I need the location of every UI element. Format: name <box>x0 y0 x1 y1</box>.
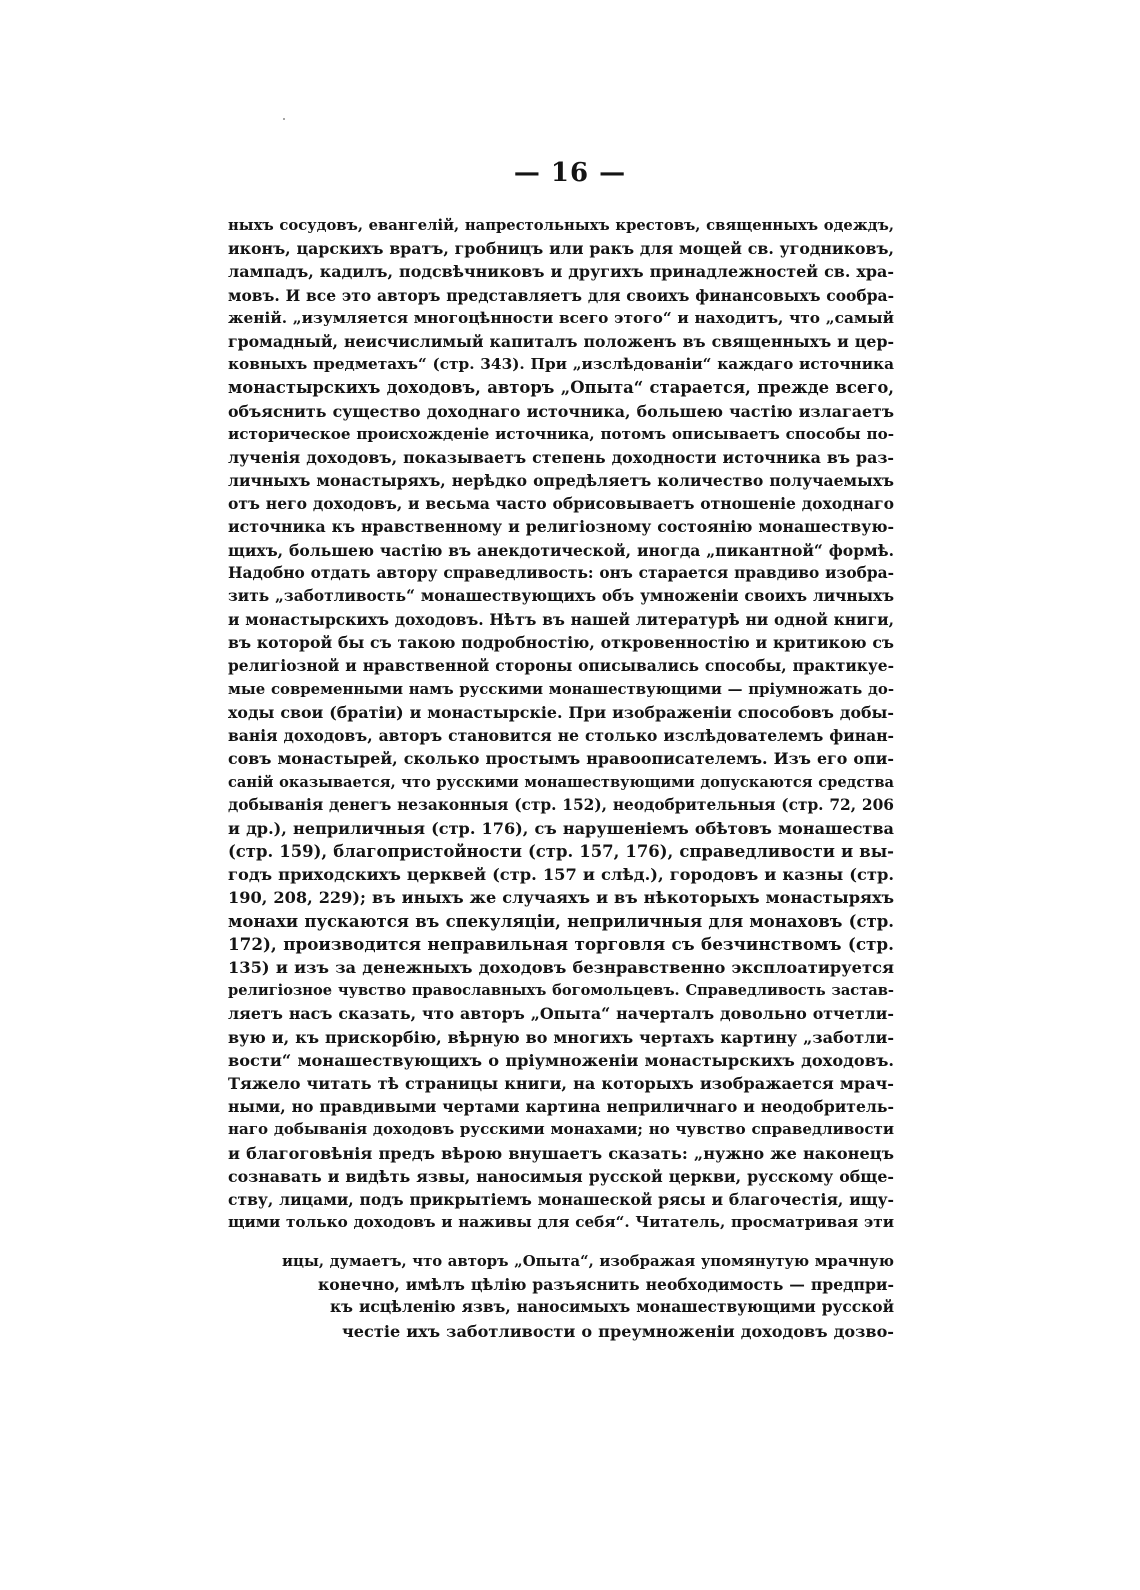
text-line: монастырскихъ доходовъ, авторъ „Опыта“ старается, прежде всего, <box>228 378 894 398</box>
text-line: (стр. 159), благопристойности (стр. 157, 176), справедливости и вы- <box>228 842 894 862</box>
text-line: иконъ, царскихъ вратъ, гробницъ или ракъ для мощей св. угодниковъ, <box>228 239 894 259</box>
text-line: и др.), неприличныя (стр. 176), съ нарушеніемъ обѣтовъ монашества <box>228 818 894 838</box>
text-line: ными, но правдивыми чертами картина неприличнаго и неодобритель- <box>228 1097 894 1117</box>
text-line: лученія доходовъ, показываетъ степень доходности источника въ раз- <box>228 447 894 467</box>
text-line: Тяжело читать тѣ страницы книги, на которыхъ изображается мрач- <box>228 1073 894 1093</box>
text-line: 190, 208, 229); въ иныхъ же случаяхъ и въ нѣкоторыхъ монастыряхъ <box>228 888 894 908</box>
text-line: щихъ, большею частію въ анекдотической, иногда „пикантной“ формѣ. <box>228 540 894 560</box>
text-line: источника къ нравственному и религіозному состоянію монашествую- <box>228 517 894 537</box>
text-line: 135) и изъ за денежныхъ доходовъ безнравственно эксплоатируется <box>228 958 894 977</box>
text-line: добыванія денегъ незаконныя (стр. 152), неодобрительныя (стр. 72, 206 <box>228 795 894 814</box>
text-line: вую и, къ прискорбію, вѣрную во многихъ чертахъ картину „заботли- <box>228 1027 894 1047</box>
page-number: — 16 — <box>513 158 627 188</box>
paper-speck <box>283 118 285 120</box>
text-line: объяснить существо доходнаго источника, большею частію излагаетъ <box>228 401 894 421</box>
text-line: религіозное чувство православныхъ богомольцевъ. Справедливость застав- <box>228 982 894 1000</box>
text-line: личныхъ монастыряхъ, нерѣдко опредѣляетъ количество получаемыхъ <box>228 471 894 491</box>
text-line: громадный, неисчислимый капиталъ положенъ въ священныхъ и цер- <box>228 331 894 351</box>
body-text <box>228 214 894 1234</box>
text-line: наго добыванія доходовъ русскими монахами; но чувство справедливости <box>228 1120 894 1139</box>
text-line: совъ монастырей, сколько простымъ нравоописателемъ. Изъ его опи- <box>228 749 894 769</box>
text-line: къ исцѣленію язвъ, наносимыхъ монашествующими русской <box>330 1298 894 1317</box>
text-line: ванія доходовъ, авторъ становится не столько изслѣдователемъ финан- <box>228 726 894 746</box>
text-line: и монастырскихъ доходовъ. Нѣтъ въ нашей литературѣ ни одной книги, <box>228 610 894 630</box>
text-line: религіозной и нравственной стороны описывались способы, практикуе- <box>228 656 894 675</box>
text-line: ковныхъ предметахъ“ (стр. 343). При „изслѣдованіи“ каждаго источника <box>228 355 894 374</box>
text-line: саній оказывается, что русскими монашествующими допускаются средства <box>228 773 894 791</box>
text-line: годъ приходскихъ церквей (стр. 157 и слѣд.), городовъ и казны (стр. <box>228 865 894 885</box>
text-line: вости“ монашествующихъ о пріумноженіи монастырскихъ доходовъ. <box>228 1050 894 1070</box>
text-line: монахи пускаются въ спекуляціи, неприличныя для монаховъ (стр. <box>228 911 894 931</box>
text-line: мовъ. И все это авторъ представляетъ для своихъ финансовыхъ сообра- <box>228 285 894 305</box>
text-line: отъ него доходовъ, и весьма часто обрисовываетъ отношеніе доходнаго <box>228 494 894 514</box>
text-line: лампадъ, кадилъ, подсвѣчниковъ и другихъ принадлежностей св. хра- <box>228 262 894 282</box>
text-line: женій. „изумляется многоцѣнности всего этого“ и находитъ, что „самый <box>228 308 894 327</box>
text-line: историческое происхожденіе источника, потомъ описываетъ способы по- <box>228 424 894 443</box>
text-line: сознавать и видѣть язвы, наносимыя русской церкви, русскому обще- <box>228 1166 894 1186</box>
text-line: и благоговѣнія предъ вѣрою внушаетъ сказать: „нужно же наконецъ <box>228 1143 894 1163</box>
text-line: ляетъ насъ сказать, что авторъ „Опыта“ начерталъ довольно отчетли- <box>228 1004 894 1024</box>
text-line: Надобно отдать автору справедливость: онъ старается правдиво изобра- <box>228 563 894 582</box>
text-line: ицы, думаетъ, что авторъ „Опыта“, изображая упомянутую мрачную <box>282 1253 894 1270</box>
text-line: мые современными намъ русскими монашествующими — пріумножать до- <box>228 679 894 698</box>
text-line: честіе ихъ заботливости о преумноженіи доходовъ дозво- <box>342 1321 894 1341</box>
text-line: конечно, имѣлъ цѣлію разъяснить необходимость — предпри- <box>318 1275 894 1295</box>
text-line: зить „заботливость“ монашествующихъ объ умноженіи своихъ личныхъ <box>228 587 894 605</box>
text-line: ству, лицами, подъ прикрытіемъ монашеской рясы и благочестія, ищу- <box>228 1189 894 1209</box>
text-line: 172), производится неправильная торговля съ безчинствомъ (стр. <box>228 933 894 954</box>
text-line: щими только доходовъ и наживы для себя“. Читатель, просматривая эти <box>228 1213 894 1232</box>
text-line: ходы свои (братіи) и монастырскіе. При изображеніи способовъ добы- <box>228 702 894 722</box>
text-line: ныхъ сосудовъ, евангелій, напрестольныхъ крестовъ, священныхъ одеждъ, <box>228 217 894 234</box>
text-line: въ которой бы съ такою подробностію, откровенностію и критикою съ <box>228 633 894 653</box>
